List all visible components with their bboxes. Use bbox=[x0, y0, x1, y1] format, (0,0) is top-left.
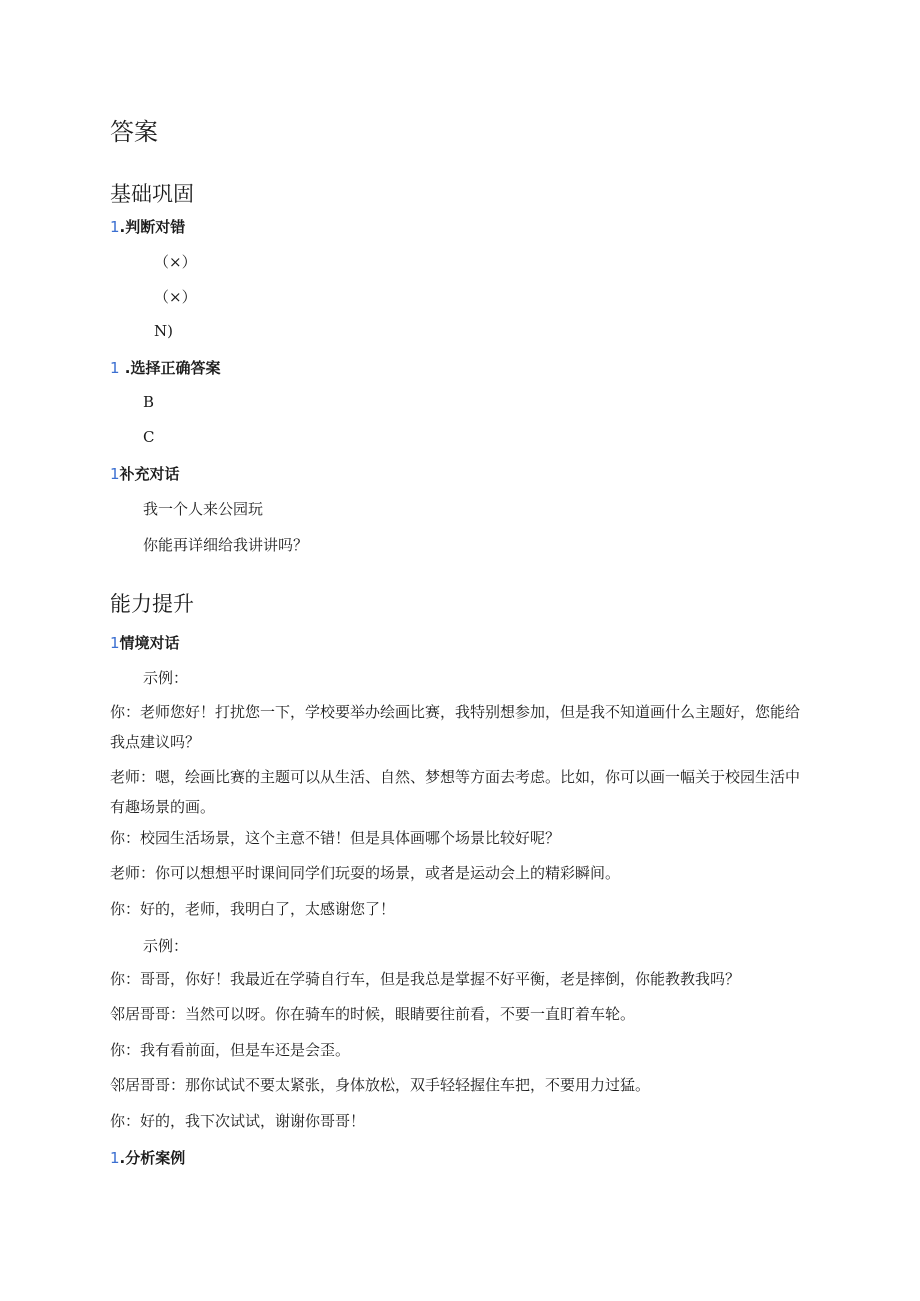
question-4-heading bbox=[110, 632, 180, 653]
page-title: 答案 bbox=[110, 118, 158, 146]
q2-answer-1: B bbox=[143, 393, 155, 411]
dialog2-line-5: 你：好的，我下次试试，谢谢你哥哥！ bbox=[110, 1112, 366, 1130]
section-ability: 能力提升 bbox=[110, 592, 194, 616]
question-3-number: 1 bbox=[110, 465, 120, 483]
question-5-heading bbox=[110, 1147, 185, 1168]
dialog2-line-2: 邻居哥哥：当然可以呀。你在骑车的时候，眼睛要往前看，不要一直盯着车轮。 bbox=[110, 1005, 636, 1023]
question-1-number: 1 bbox=[110, 218, 120, 236]
dialog1-line-3: 你：校园生活场景，这个主意不错！但是具体画哪个场景比较好呢？ bbox=[110, 829, 561, 847]
question-3-heading bbox=[110, 463, 180, 484]
question-3-label: 补充对话 bbox=[119, 465, 180, 483]
question-1-heading bbox=[110, 216, 185, 237]
dialog1-line-4: 老师：你可以想想平时课间同学们玩耍的场景，或者是运动会上的精彩瞬间。 bbox=[110, 864, 621, 882]
question-1-label: .判断对错 bbox=[119, 218, 186, 236]
q2-answer-2: C bbox=[143, 428, 155, 446]
dialog2-line-3: 你：我有看前面，但是车还是会歪。 bbox=[110, 1041, 351, 1059]
question-2-heading bbox=[110, 357, 220, 378]
q1-answer-1: （×） bbox=[154, 253, 197, 271]
example-label-1: 示例： bbox=[143, 669, 189, 687]
q3-answer-1: 我一个人来公园玩 bbox=[143, 500, 264, 518]
q1-answer-3: N) bbox=[154, 322, 173, 340]
dialog1-line-1: 你：老师您好！打扰您一下，学校要举办绘画比赛，我特别想参加，但是我不知道画什么主题好，您能给我点建议吗？ bbox=[110, 703, 801, 751]
question-5-number: 1 bbox=[110, 1149, 120, 1167]
question-2-label: .选择正确答案 bbox=[119, 359, 221, 377]
question-2-number: 1 bbox=[110, 359, 120, 377]
question-4-label: 情境对话 bbox=[119, 634, 180, 652]
dialog1-line-5: 你：好的，老师，我明白了，太感谢您了！ bbox=[110, 900, 396, 918]
dialog2-line-1: 你：哥哥，你好！我最近在学骑自行车，但是我总是掌握不好平衡，老是摔倒，你能教教我吗？ bbox=[110, 970, 741, 988]
section-basic: 基础巩固 bbox=[110, 182, 194, 206]
example-label-2: 示例： bbox=[143, 937, 189, 955]
q1-answer-2: （×） bbox=[154, 288, 197, 306]
dialog1-line-2: 老师：嗯，绘画比赛的主题可以从生活、自然、梦想等方面去考虑。比如，你可以画一幅关于校园生活中有趣场景的画。 bbox=[110, 768, 801, 816]
question-4-number: 1 bbox=[110, 634, 120, 652]
question-5-label: .分析案例 bbox=[119, 1149, 186, 1167]
q3-answer-2: 你能再详细给我讲讲吗？ bbox=[143, 536, 309, 554]
dialog2-line-4: 邻居哥哥：那你试试不要太紧张，身体放松，双手轻轻握住车把，不要用力过猛。 bbox=[110, 1076, 651, 1094]
